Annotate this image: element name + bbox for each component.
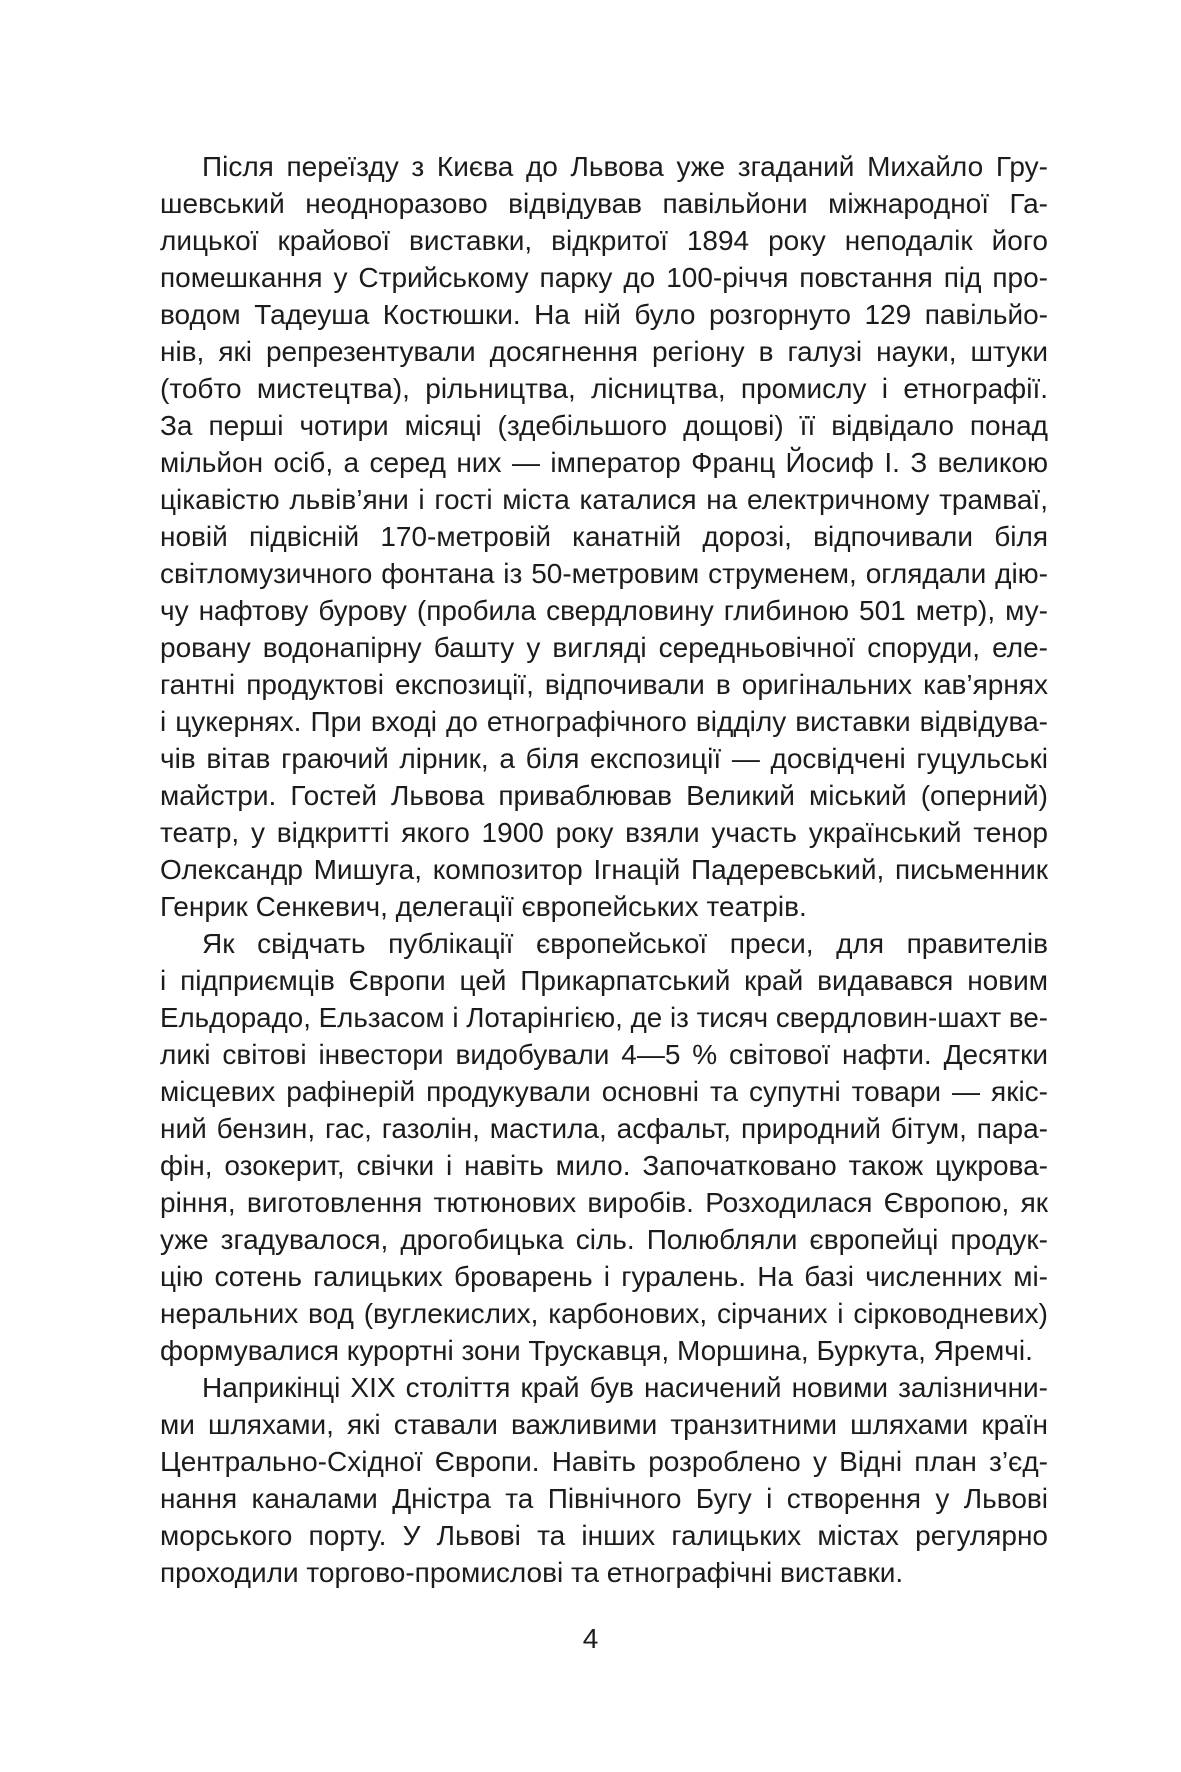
paragraph-2 [160,925,1048,1369]
text-line: формувалися курортні зони Трускавця, Моршина, Буркута, Яремчі. [160,1335,1033,1366]
text-line: водом Тадеуша Костюшки. На ній було розгорнуто 129 павільйо- [160,299,1048,330]
page-body [160,148,1048,1591]
text-line: Ельдорадо, Ельзасом і Лотарінгією, де із тисяч свердловин-шахт ве- [160,1002,1048,1033]
text-line: Як свідчать публікації європейської преси, для правителів [202,928,1048,959]
text-line: цію сотень галицьких броварень і гуралень. На базі численних мі- [160,1261,1048,1292]
text-line: За перші чотири місяці (здебільшого дощові) її відвідало понад [160,410,1048,441]
text-line: чів вітав граючий лірник, а біля експозиції — досвідчені гуцульські [160,743,1048,774]
text-line: фін, озокерит, свічки і навіть мило. Започатковано також цукрова- [160,1150,1048,1181]
text-line: уже згадувалося, дрогобицька сіль. Полюбляли європейці продук- [160,1224,1048,1255]
text-line: ріння, виготовлення тютюнових виробів. Розходилася Європою, як [160,1187,1048,1218]
text-line: гантні продуктові експозиції, відпочивали в оригінальних кав’ярнях [160,669,1048,700]
text-line: ровану водонапірну башту у вигляді середньовічної споруди, еле- [160,632,1048,663]
text-line: світломузичного фонтана із 50-метровим струменем, оглядали дію- [160,558,1048,589]
text-line: і цукернях. При вході до етнографічного відділу виставки відвідува- [160,706,1048,737]
text-line: (тобто мистецтва), рільництва, лісництва, промислу і етнографії. [160,373,1048,404]
text-line: ми шляхами, які ставали важливими транзитними шляхами країн [160,1409,1048,1440]
text-line: помешкання у Стрийському парку до 100-річчя повстання під про- [160,262,1048,293]
text-line: і підприємців Європи цей Прикарпатський край видавався новим [160,965,1048,996]
text-line: чу нафтову бурову (пробила свердловину глибиною 501 метр), му- [160,595,1048,626]
text-line: ликі світові інвестори видобували 4—5 % світової нафти. Десятки [160,1039,1048,1070]
text-line: нання каналами Дністра та Північного Бугу і створення у Львові [160,1483,1048,1514]
text-line: місцевих рафінерій продукували основні та супутні товари — якіс- [160,1076,1048,1107]
text-line: проходили торгово-промислові та етнографічні виставки. [160,1557,904,1588]
text-line: театр, у відкритті якого 1900 року взяли участь український тенор [160,817,1048,848]
text-line: Олександр Мишуга, композитор Ігнацій Падеревський, письменник [160,854,1048,885]
text-line: неральних вод (вуглекислих, карбонових, сірчаних і сірководневих) [160,1298,1048,1329]
text-line: цікавістю львів’яни і гості міста каталися на електричному трамваї, [160,484,1048,515]
text-line: лицької крайової виставки, відкритої 1894 року неподалік його [160,225,1048,256]
text-line: нів, які репрезентували досягнення регіону в галузі науки, штуки [160,336,1048,367]
text-line: новій підвісній 170-метровій канатній дорозі, відпочивали біля [160,521,1048,552]
text-line: шевський неодноразово відвідував павільйони міжнародної Га- [160,188,1048,219]
page-number: 4 [582,1623,599,1654]
text-line: Наприкінці ХІХ століття край був насичений новими залізнични- [202,1372,1048,1403]
text-line: мільйон осіб, а серед них — імператор Франц Йосиф І. З великою [160,447,1048,478]
text-line: ний бензин, гас, газолін, мастила, асфальт, природний бітум, пара- [160,1113,1048,1144]
paragraph-1 [160,148,1048,925]
text-line: Після переїзду з Києва до Львова уже згаданий Михайло Гру- [202,151,1048,182]
text-line: морського порту. У Львові та інших галицьких містах регулярно [160,1520,1048,1551]
paragraph-3 [160,1369,1048,1591]
text-line: Генрик Сенкевич, делегації європейських театрів. [160,891,807,922]
text-line: майстри. Гостей Львова приваблював Великий міський (оперний) [160,780,1048,811]
text-line: Центрально-Східної Європи. Навіть розроблено у Відні план з’єд- [160,1446,1048,1477]
